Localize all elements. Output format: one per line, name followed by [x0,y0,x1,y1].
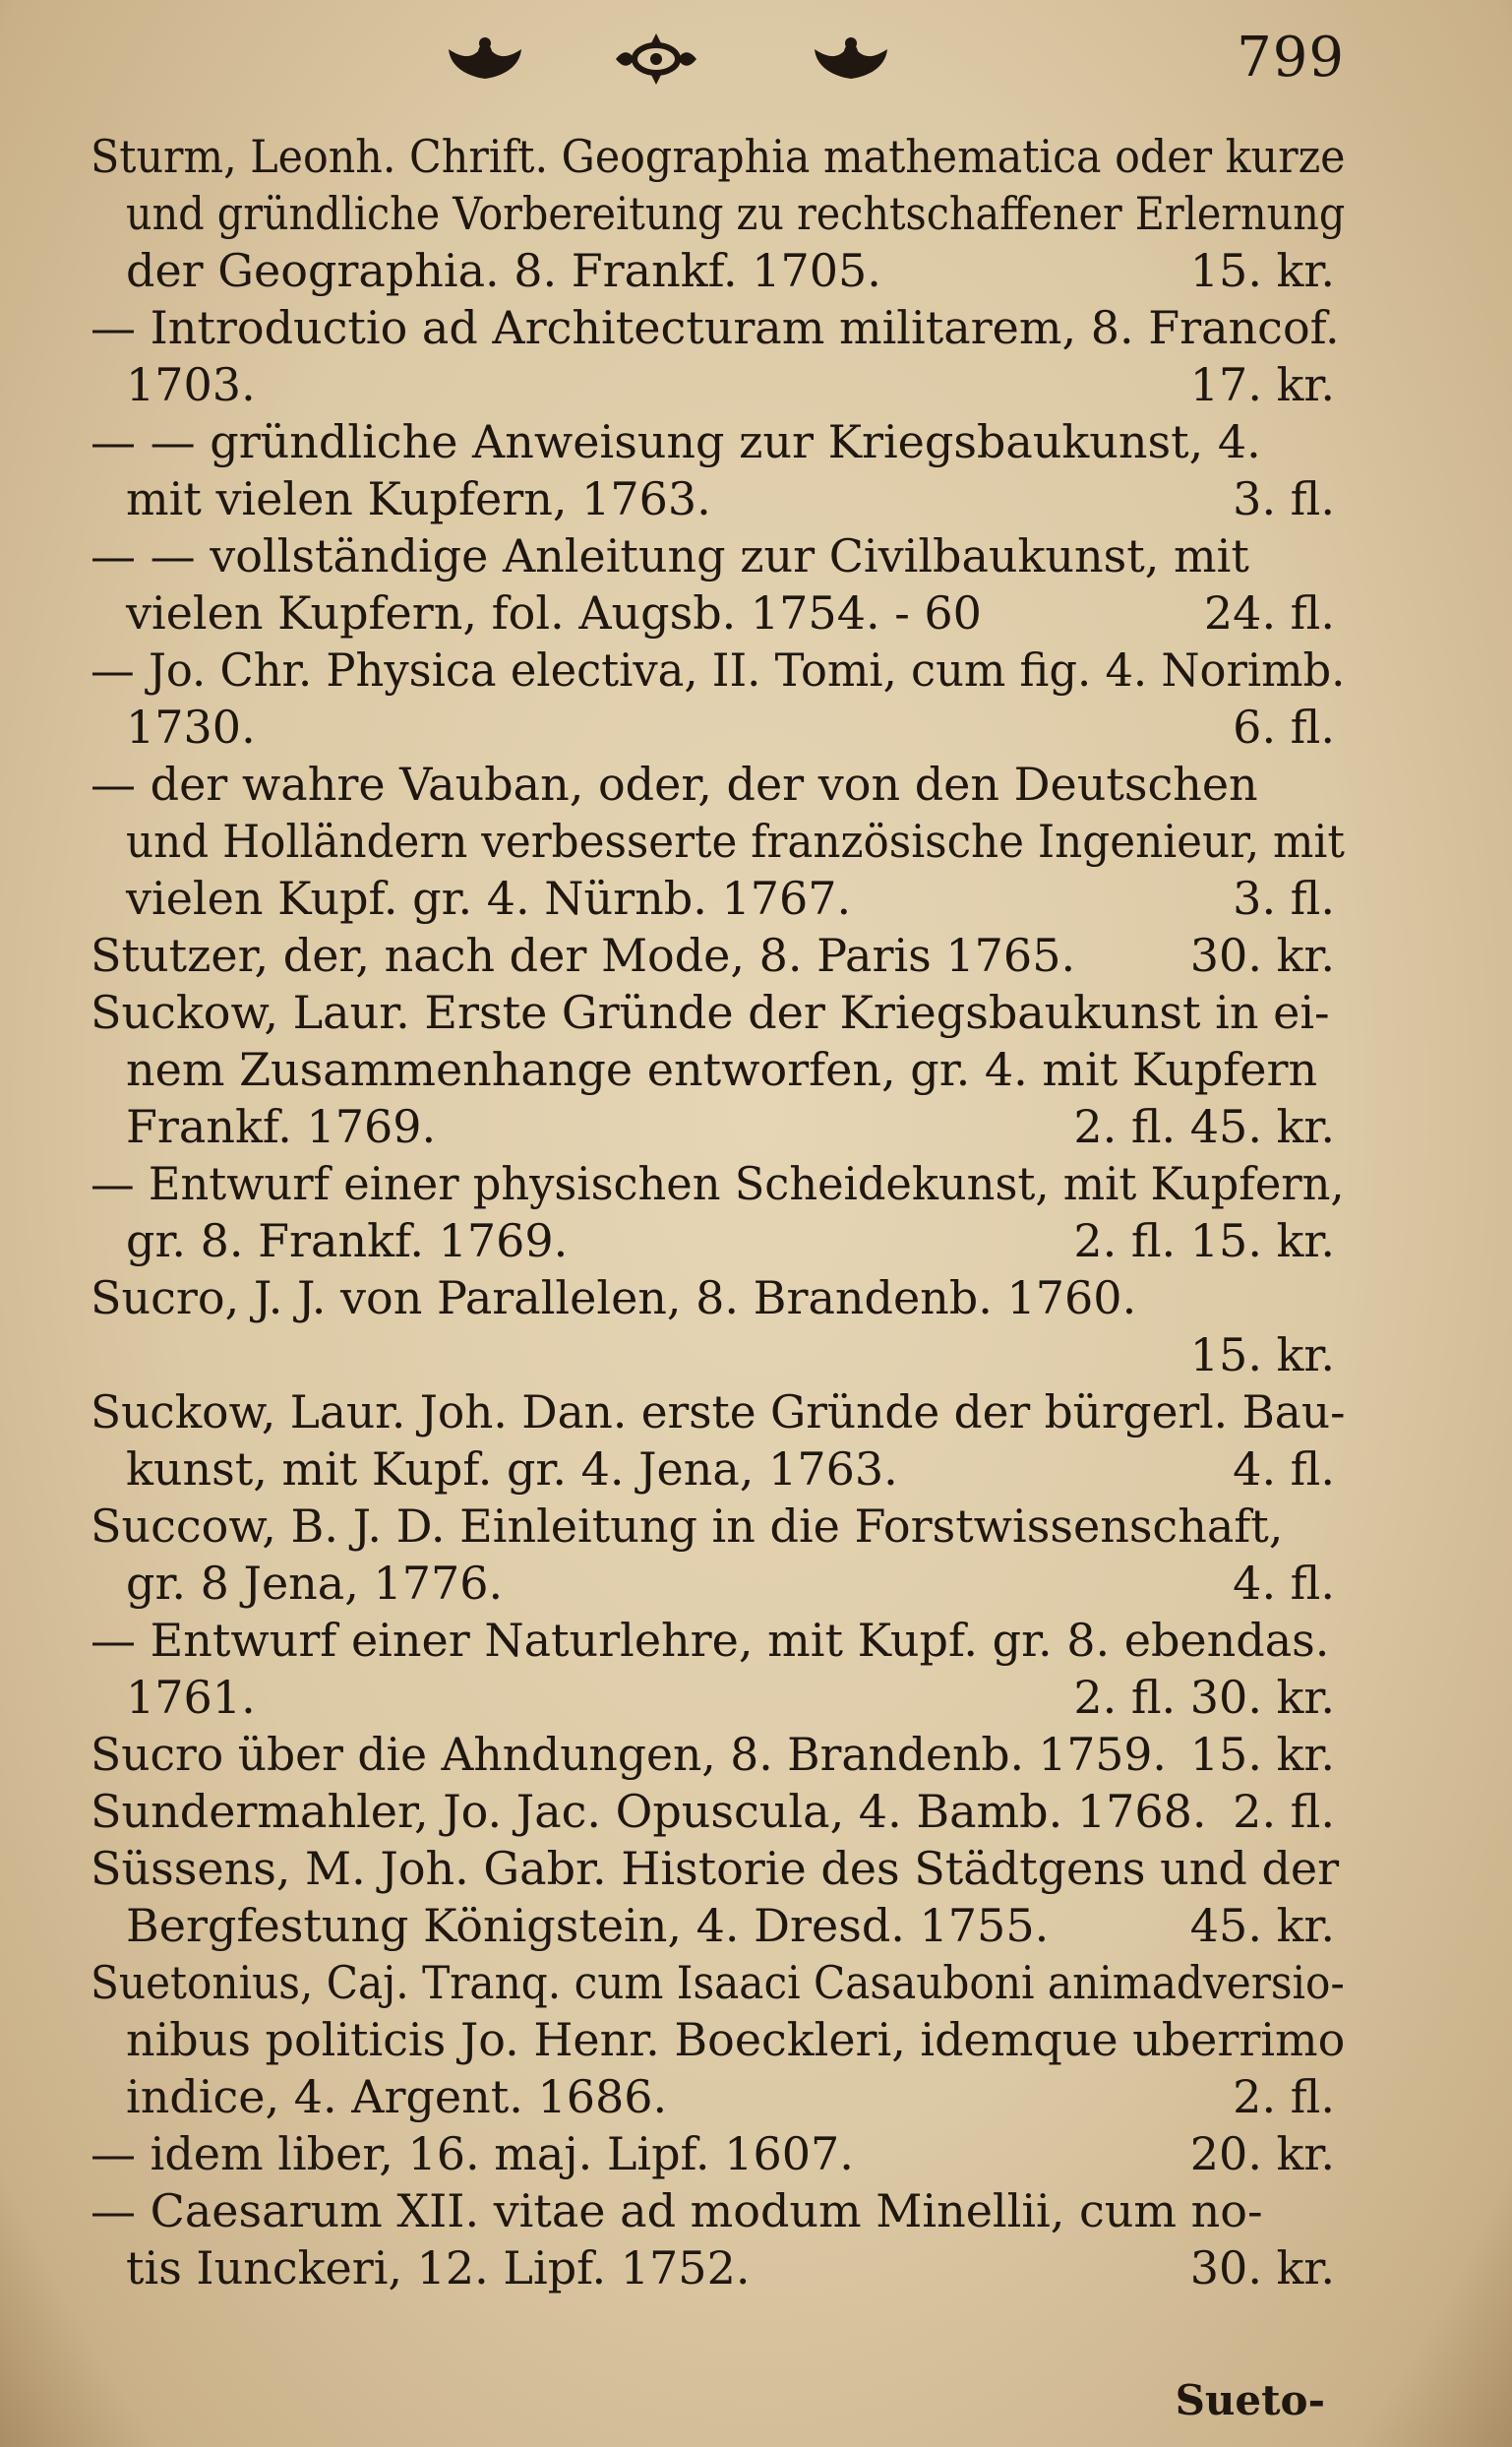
entry-line: Suetonius, Caj. Tranq. cum Isaaci Casauboni animadversio- [91,1956,1345,2009]
entry-line: und gründliche Vorbereitung zu rechtschaffener Erlernung [126,187,1346,240]
entry-line: 1730. 6. fl. [126,701,1335,754]
entry-line: Sundermahler, Jo. Jac. Opuscula, 4. Bamb. 1768. 2. fl. [91,1785,1335,1838]
entry-line: Sturm, Leonh. Chrift. Geographia mathematica oder kurze [91,130,1346,183]
page-header [0,20,1512,108]
entry-line: mit vielen Kupfern, 1763. 3. fl. [126,472,1335,525]
entry-line: — Entwurf einer physischen Scheidekunst, mit Kupfern, [91,1157,1345,1210]
entry-line: indice, 4. Argent. 1686. 2. fl. [126,2070,1335,2123]
entry-line: Succow, B. J. D. Einleitung in die Forstwissenschaft, [91,1499,1284,1553]
entry-line: — idem liber, 16. maj. Lipf. 1607. 20. kr. [91,2127,1335,2180]
entry-line: tis Iunckeri, 12. Lipf. 1752. 30. kr. [126,2241,1335,2294]
entry-line: vielen Kupfern, fol. Augsb. 1754. - 60 24. fl. [126,586,1335,640]
left-fleuron-icon [441,30,529,89]
entry-line: 15. kr. [1189,1328,1335,1381]
right-fleuron-icon [807,30,895,89]
entry-line: kunst, mit Kupf. gr. 4. Jena, 1763. 4. fl. [126,1442,1335,1496]
entry-line: Frankf. 1769. 2. fl. 45. kr. [126,1100,1335,1153]
entry-line: vielen Kupf. gr. 4. Nürnb. 1767. 3. fl. [126,872,1335,925]
entry-line: 1703. 17. kr. [126,358,1335,411]
entry-line: Suckow, Laur. Erste Gründe der Kriegsbaukunst in ei- [91,986,1330,1039]
entry-line: — Jo. Chr. Physica electiva, II. Tomi, cum fig. 4. Norimb. [91,643,1346,697]
entry-line: Stutzer, der, nach der Mode, 8. Paris 1765. 30. kr. [91,929,1335,982]
catchword: Sueto- [1175,2376,1325,2424]
entry-line: und Holländern verbesserte französische Ingenieur, mit [126,815,1345,868]
entry-line: — — gründliche Anweisung zur Kriegsbaukunst, 4. [91,415,1261,468]
entry-line: Süssens, M. Joh. Gabr. Historie des Städtgens und der [91,1842,1340,1895]
entry-line: gr. 8. Frankf. 1769. 2. fl. 15. kr. [126,1214,1335,1267]
entry-line: der Geographia. 8. Frankf. 1705. 15. kr. [126,244,1335,297]
entry-line: — Entwurf einer Naturlehre, mit Kupf. gr. 8. ebendas. [91,1614,1330,1667]
entry-line: — Caesarum XII. vitae ad modum Minellii, cum no- [91,2184,1263,2237]
entry-line: Sucro über die Ahndungen, 8. Brandenb. 1759. 15. kr. [91,1728,1335,1781]
entry-line: gr. 8 Jena, 1776. 4. fl. [126,1557,1335,1610]
entry-line: nem Zusammenhange entworfen, gr. 4. mit Kupfern [126,1043,1318,1096]
entry-line: 1761. 2. fl. 30. kr. [126,1671,1335,1724]
page-number: 799 [1237,26,1345,90]
entry-line: nibus politicis Jo. Henr. Boeckleri, idemque uberrimo [126,2013,1346,2066]
entry-line: — der wahre Vauban, oder, der von den Deutschen [91,758,1258,811]
entry-line: — — vollständige Anleitung zur Civilbaukunst, mit [91,529,1249,582]
entry-line: Bergfestung Königstein, 4. Dresd. 1755. 45. kr. [126,1899,1335,1952]
entry-line: Suckow, Laur. Joh. Dan. erste Gründe der bürgerl. Bau- [91,1385,1346,1438]
center-fleuron-icon [612,30,700,89]
entry-line: — Introductio ad Architecturam militarem, 8. Francof. [91,301,1340,354]
entry-line: Sucro, J. J. von Parallelen, 8. Brandenb. 1760. [91,1271,1137,1324]
